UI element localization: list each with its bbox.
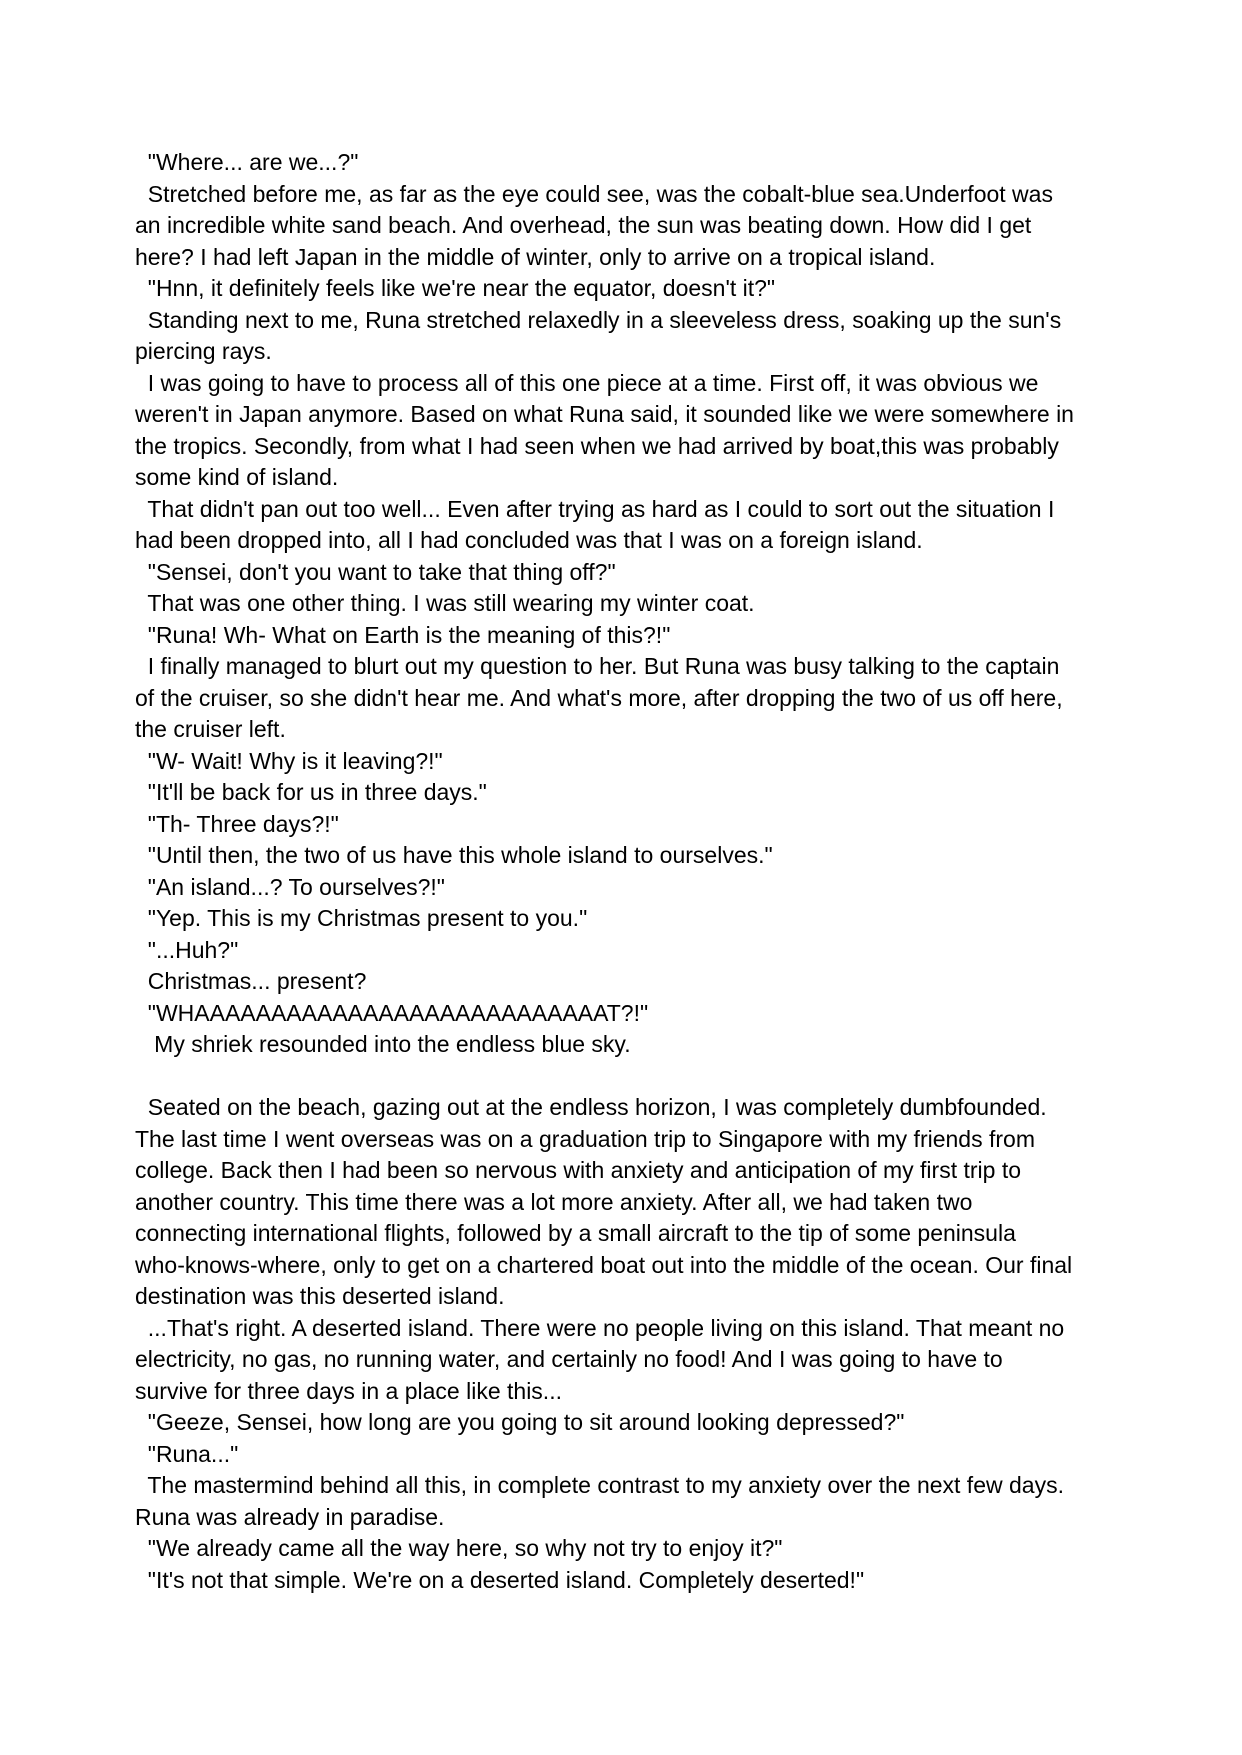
text-line: "We already came all the way here, so why not try to enjoy it?" [135, 1535, 783, 1561]
text-line: "Th- Three days?!" [135, 810, 339, 837]
text-line: My shriek resounded into the endless blue sky. [135, 1031, 631, 1057]
text-line: "Sensei, don't you want to take that thing off?" [135, 558, 616, 585]
document-text [135, 147, 1175, 1596]
text-line: the cruiser left. [135, 716, 286, 742]
paragraph [135, 1533, 1175, 1565]
paragraph [135, 809, 1175, 841]
text-line: "W- Wait! Why is it leaving?!" [135, 747, 443, 774]
text-line: an incredible white sand beach. And overhead, the sun was beating down. How did I get [135, 212, 1032, 238]
paragraph [135, 1470, 1175, 1533]
text-line: "Geeze, Sensei, how long are you going to sit around looking depressed?" [135, 1409, 905, 1435]
text-line: I was going to have to process all of this one piece at a time. First off, it was obvious we [135, 369, 1039, 396]
paragraph [135, 1029, 1175, 1061]
paragraph [135, 368, 1175, 494]
text-line: destination was this deserted island. [135, 1283, 505, 1309]
blank-line [135, 1061, 1175, 1093]
text-line: Runa was already in paradise. [135, 1503, 445, 1530]
text-line: Stretched before me, as far as the eye could see, was the cobalt-blue sea.Underfoot was [135, 180, 1053, 207]
text-line: Seated on the beach, gazing out at the endless horizon, I was completely dumbfounded. [135, 1094, 1047, 1120]
paragraph [135, 872, 1175, 904]
text-line: "It's not that simple. We're on a deserted island. Completely deserted!" [135, 1566, 865, 1593]
text-line: That didn't pan out too well... Even after trying as hard as I could to sort out the situation I [135, 495, 1055, 522]
paragraph [135, 588, 1175, 620]
text-line: "Where... are we...?" [135, 149, 359, 175]
paragraph [135, 273, 1175, 305]
paragraph [135, 1313, 1175, 1408]
text-line: "It'll be back for us in three days." [135, 779, 487, 805]
text-line: electricity, no gas, no running water, and certainly no food! And I was going to have to [135, 1346, 1003, 1372]
text-line: "...Huh?" [135, 936, 239, 963]
text-line: weren't in Japan anymore. Based on what Runa said, it sounded like we were somewhere in [135, 401, 1074, 427]
text-line: I finally managed to blurt out my question to her. But Runa was busy talking to the captain [135, 653, 1060, 679]
paragraph [135, 966, 1175, 998]
text-line: had been dropped into, all I had concluded was that I was on a foreign island. [135, 527, 923, 553]
text-line: "Runa..." [135, 1440, 239, 1467]
paragraph [135, 651, 1175, 746]
text-line: survive for three days in a place like this... [135, 1377, 562, 1404]
text-line: Standing next to me, Runa stretched relaxedly in a sleeveless dress, soaking up the sun's [135, 306, 1062, 333]
text-line: ...That's right. A deserted island. There were no people living on this island. That meant no [135, 1314, 1065, 1341]
text-line: another country. This time there was a lot more anxiety. After all, we had taken two [135, 1188, 973, 1215]
paragraph [135, 903, 1175, 935]
text-line: Christmas... present? [135, 968, 367, 994]
paragraph [135, 147, 1175, 179]
text-line: "WHAAAAAAAAAAAAAAAAAAAAAAAAAAAT?!" [135, 999, 649, 1026]
text-line: That was one other thing. I was still wearing my winter coat. [135, 590, 755, 616]
text-line: The mastermind behind all this, in complete contrast to my anxiety over the next few days. [135, 1472, 1064, 1498]
text-line: some kind of island. [135, 464, 339, 490]
paragraph [135, 494, 1175, 557]
paragraph [135, 998, 1175, 1030]
text-line: "An island...? To ourselves?!" [135, 873, 445, 900]
text-line: who-knows-where, only to get on a chartered boat out into the middle of the ocean. Our final [135, 1251, 1073, 1278]
text-line: "Until then, the two of us have this whole island to ourselves." [135, 842, 773, 868]
paragraph [135, 1407, 1175, 1439]
text-line: of the cruiser, so she didn't hear me. And what's more, after dropping the two of us off here, [135, 684, 1063, 711]
paragraph [135, 1061, 1175, 1093]
text-line: college. Back then I had been so nervous with anxiety and anticipation of my first trip to [135, 1157, 1021, 1183]
paragraph [135, 179, 1175, 274]
text-line: here? I had left Japan in the middle of winter, only to arrive on a tropical island. [135, 243, 936, 270]
paragraph [135, 1565, 1175, 1597]
text-line: "Hnn, it definitely feels like we're near the equator, doesn't it?" [135, 275, 776, 301]
paragraph [135, 746, 1175, 778]
paragraph [135, 1439, 1175, 1471]
paragraph [135, 305, 1175, 368]
paragraph [135, 840, 1175, 872]
text-line: piercing rays. [135, 338, 272, 364]
paragraph [135, 935, 1175, 967]
paragraph [135, 557, 1175, 589]
text-line: "Runa! Wh- What on Earth is the meaning of this?!" [135, 621, 671, 648]
text-line: The last time I went overseas was on a graduation trip to Singapore with my friends from [135, 1125, 1035, 1152]
paragraph [135, 620, 1175, 652]
paragraph [135, 1092, 1175, 1313]
paragraph [135, 777, 1175, 809]
text-line: "Yep. This is my Christmas present to you." [135, 905, 588, 931]
text-line: connecting international flights, followed by a small aircraft to the tip of some peninsula [135, 1220, 1016, 1246]
text-line: the tropics. Secondly, from what I had seen when we had arrived by boat,this was probably [135, 432, 1059, 459]
